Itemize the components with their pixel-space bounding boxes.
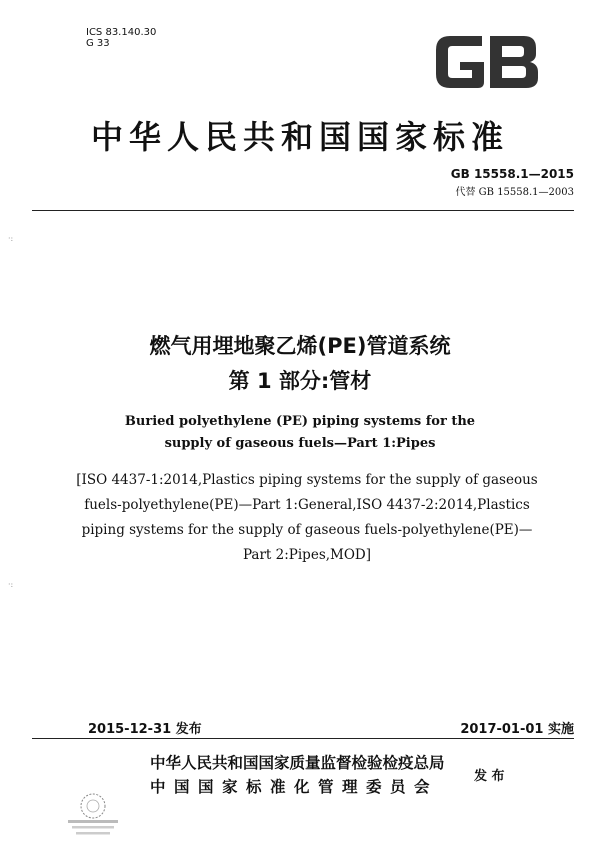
iso-reference: [ISO 4437-1:2014,Plastics piping systems for the supply of gaseous fuels-polyethylene(PE)—Part 1:General,ISO 4437-2:2014,Plastics piping systems for the supply of gaseous fuels-polyethylene(PE)—Part 2:Pipes,MOD] bbox=[76, 472, 538, 563]
title-en-line2: supply of gaseous fuels—Part 1:Pipes bbox=[164, 436, 436, 451]
title-en-line1: Buried polyethylene (PE) piping systems for the bbox=[124, 414, 476, 429]
gb-logo bbox=[428, 30, 544, 94]
replaces-standard: 代替 GB 15558.1—2003 bbox=[455, 187, 574, 198]
title-cn-line2: 第 1 部分:管材 bbox=[228, 369, 372, 393]
publish-label: 发 布 bbox=[474, 769, 505, 784]
implementation-date: 2017-01-01 实施 bbox=[460, 722, 574, 737]
ics-code: ICS 83.140.30 bbox=[86, 27, 157, 38]
standard-type-heading: 中华人民共和国国家标准 bbox=[90, 118, 509, 156]
ccs-code: G 33 bbox=[86, 38, 110, 49]
verification-stamp bbox=[62, 790, 124, 840]
publisher-line1: 中华人民共和国国家质量监督检验检疫总局 bbox=[150, 754, 445, 772]
publisher-line2: 中国国家标准化管理委员会 bbox=[150, 778, 439, 796]
margin-mark: ·: bbox=[8, 580, 14, 589]
issue-date: 2015-12-31 发布 bbox=[88, 722, 202, 737]
bottom-divider bbox=[32, 738, 574, 739]
classification-codes bbox=[86, 27, 156, 49]
top-divider bbox=[32, 210, 574, 211]
title-cn-line1: 燃气用埋地聚乙烯(PE)管道系统 bbox=[149, 334, 451, 358]
margin-mark: ·: bbox=[8, 234, 14, 243]
standard-number: GB 15558.1—2015 bbox=[450, 167, 574, 181]
